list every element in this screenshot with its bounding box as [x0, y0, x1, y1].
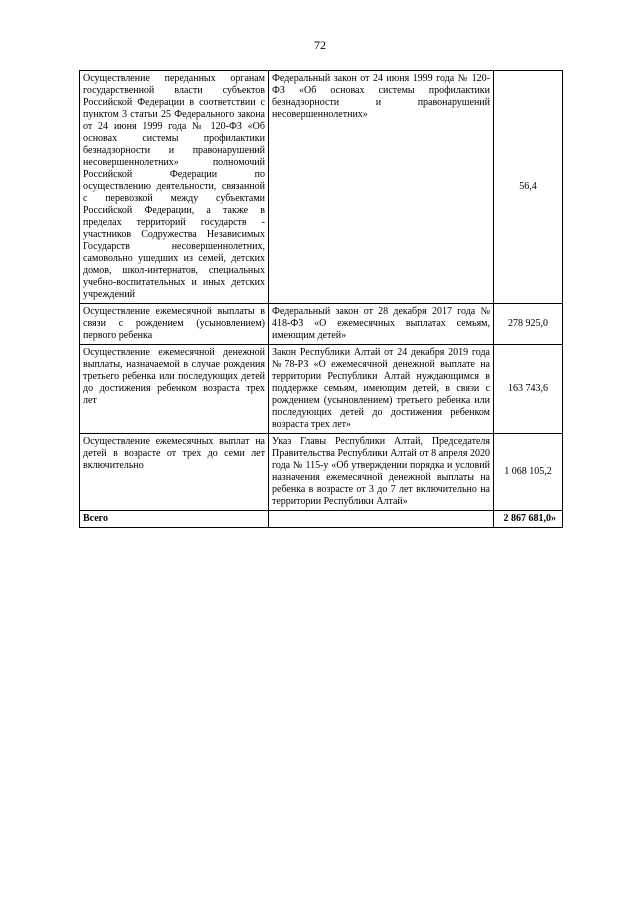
- row-amount: 278 925,0: [494, 304, 563, 345]
- total-empty-cell: [269, 511, 494, 528]
- table-row: [80, 345, 563, 434]
- row-description: Осуществление ежемесячной выплаты в связи с рождением (усыновлением) первого ребенка: [80, 304, 269, 345]
- table-row: [80, 304, 563, 345]
- row-amount: 163 743,6: [494, 345, 563, 434]
- page-number: 72: [314, 38, 326, 52]
- table-row: [80, 71, 563, 304]
- budget-table: [79, 70, 563, 528]
- table-row: [80, 434, 563, 511]
- row-legal-basis: Указ Главы Республики Алтай, Председателя Правительства Республики Алтай от 8 апреля 2020 года № 115-у «Об утверждении порядка и условий назначения ежемесячной денежной выплаты на ребенка в возрасте от 3 до 7 лет включительно на территории Республики Алтай»: [269, 434, 494, 511]
- row-description: Осуществление переданных органам государственной власти субъектов Российской Федерации в соответствии с пунктом 3 статьи 25 Федерального закона от 24 июня 1999 года № 120-ФЗ «Об основах системы профилактики безнадзорности и правонарушений несовершеннолетних» полномочий Российской Федерации по осуществлению деятельности, связанной с перевозкой между субъектами Российской Федерации, а также в пределах территорий государств - участников Содружества Независимых Государств несовершеннолетних, самовольно ушедших из семей, детских домов, школ-интернатов, специальных учебно-воспитательных и иных детских учреждений: [80, 71, 269, 304]
- row-amount: 56,4: [494, 71, 563, 304]
- total-label: Всего: [80, 511, 269, 528]
- row-legal-basis: Федеральный закон от 28 декабря 2017 года № 418-ФЗ «О ежемесячных выплатах семьям, имеющим детей»: [269, 304, 494, 345]
- total-row: [80, 511, 563, 528]
- row-description: Осуществление ежемесячных выплат на детей в возрасте от трех до семи лет включительно: [80, 434, 269, 511]
- row-amount: 1 068 105,2: [494, 434, 563, 511]
- row-legal-basis: Закон Республики Алтай от 24 декабря 2019 года №78-РЗ «О ежемесячной денежной выплате на территории Республики Алтай нуждающимся в поддержке семьям, имеющим детей, в связи с рождением (усыновлением) третьего ребенка или последующих детей до достижения ребенком возраста трех лет»: [269, 345, 494, 434]
- row-description: Осуществление ежемесячной денежной выплаты, назначаемой в случае рождения третьего ребенка или последующих детей до достижения ребенком возраста трех лет: [80, 345, 269, 434]
- row-legal-basis: Федеральный закон от 24 июня 1999 года № 120-ФЗ «Об основах системы профилактики безнадзорности и правонарушений несовершеннолетних»: [269, 71, 494, 304]
- total-amount: 2 867 681,0»: [494, 511, 563, 528]
